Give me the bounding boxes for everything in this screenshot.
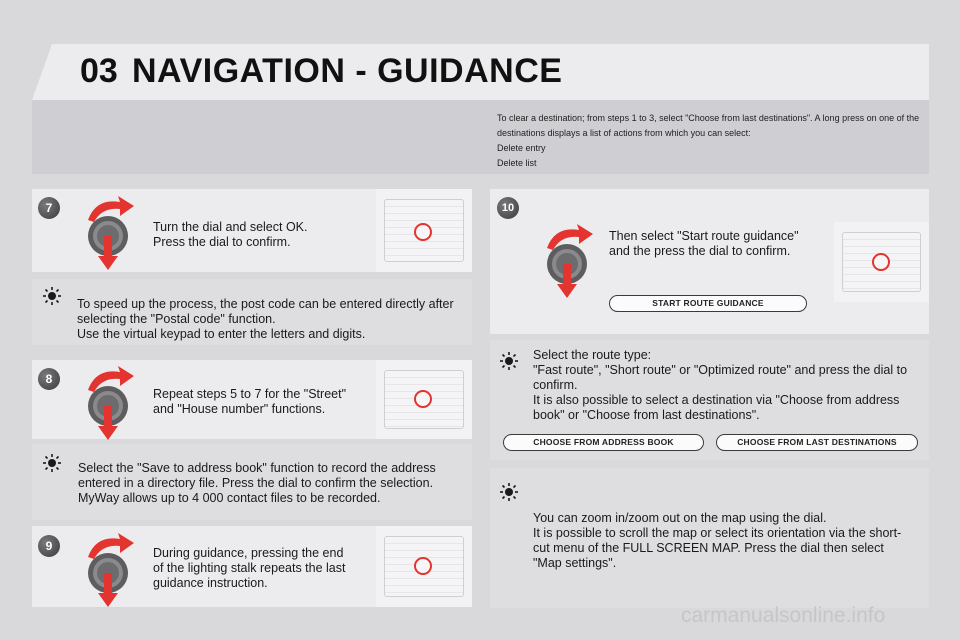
note-line: Delete list bbox=[497, 158, 537, 168]
tip-text bbox=[78, 461, 436, 506]
tip-text bbox=[77, 297, 454, 342]
control-panel-illustration bbox=[834, 222, 929, 302]
step-line: Repeat steps 5 to 7 for the "Street" bbox=[153, 387, 347, 401]
step-line: Turn the dial and select OK. bbox=[153, 220, 308, 234]
control-panel-illustration bbox=[376, 360, 472, 439]
step-text bbox=[153, 387, 346, 417]
step-number: 10 bbox=[497, 197, 519, 219]
step-line: During guidance, pressing the end bbox=[153, 546, 344, 560]
watermark: carmanualsonline.info bbox=[681, 604, 886, 627]
step-line: Press the dial to confirm. bbox=[153, 235, 291, 249]
lightbulb-icon bbox=[499, 482, 519, 502]
chapter-number: 03 bbox=[80, 52, 118, 90]
dial-icon bbox=[80, 364, 136, 440]
dial-icon bbox=[80, 531, 136, 607]
tip-line: confirm. bbox=[533, 378, 578, 392]
step-line: of the lighting stalk repeats the last bbox=[153, 561, 346, 575]
dial-highlight-icon bbox=[414, 223, 432, 241]
lightbulb-icon bbox=[42, 453, 62, 473]
control-panel-illustration bbox=[376, 189, 472, 272]
tip-line: To speed up the process, the post code can be entered directly after bbox=[77, 297, 454, 311]
control-panel-illustration bbox=[376, 526, 472, 607]
step-line: guidance instruction. bbox=[153, 576, 268, 590]
step-text bbox=[609, 229, 799, 259]
header-corner bbox=[32, 44, 52, 100]
clear-destination-note bbox=[497, 111, 922, 171]
tip-line: cut menu of the FULL SCREEN MAP. Press the dial then select bbox=[533, 541, 884, 555]
dial-highlight-icon bbox=[414, 557, 432, 575]
tip-line: "Map settings". bbox=[533, 556, 617, 570]
choose-from-last-destinations-button[interactable]: CHOOSE FROM LAST DESTINATIONS bbox=[716, 434, 918, 451]
step-number: 8 bbox=[38, 368, 60, 390]
tip-line: Use the virtual keypad to enter the letters and digits. bbox=[77, 327, 366, 341]
tip-text bbox=[533, 511, 901, 571]
choose-from-address-book-button[interactable]: CHOOSE FROM ADDRESS BOOK bbox=[503, 434, 704, 451]
page-title: NAVIGATION - GUIDANCE bbox=[132, 52, 563, 90]
lightbulb-icon bbox=[499, 351, 519, 371]
tip-line: Select the "Save to address book" function to record the address bbox=[78, 461, 436, 475]
header-bar bbox=[32, 44, 929, 100]
dial-highlight-icon bbox=[872, 253, 890, 271]
dial-highlight-icon bbox=[414, 390, 432, 408]
dial-icon bbox=[80, 194, 136, 270]
note-line: To clear a destination; from steps 1 to 3, select "Choose from last destinations". A long press on one of the destinations displays a list of actions from which you can select: bbox=[497, 113, 920, 138]
step-line: Then select "Start route guidance" bbox=[609, 229, 799, 243]
tip-line: book" or "Choose from last destinations". bbox=[533, 408, 760, 422]
tip-line: MyWay allows up to 4 000 contact files to be recorded. bbox=[78, 491, 381, 505]
step-text bbox=[153, 546, 345, 591]
note-line: Delete entry bbox=[497, 143, 546, 153]
tip-line: selecting the "Postal code" function. bbox=[77, 312, 276, 326]
dial-icon bbox=[539, 222, 595, 298]
tip-text bbox=[533, 348, 907, 423]
step-line: and the press the dial to confirm. bbox=[609, 244, 791, 258]
lightbulb-icon bbox=[42, 286, 62, 306]
start-route-guidance-button[interactable]: START ROUTE GUIDANCE bbox=[609, 295, 807, 312]
step-number: 9 bbox=[38, 535, 60, 557]
step-text bbox=[153, 220, 307, 250]
tip-line: entered in a directory file. Press the dial to confirm the selection. bbox=[78, 476, 434, 490]
step-line: and "House number" functions. bbox=[153, 402, 326, 416]
step-number: 7 bbox=[38, 197, 60, 219]
tip-line: It is possible to scroll the map or select its orientation via the short- bbox=[533, 526, 902, 540]
tip-line: It is also possible to select a destination via "Choose from address bbox=[533, 393, 900, 407]
tip-line: Select the route type: bbox=[533, 348, 652, 362]
tip-line: You can zoom in/zoom out on the map using the dial. bbox=[533, 511, 827, 525]
tip-line: "Fast route", "Short route" or "Optimized route" and press the dial to bbox=[533, 363, 908, 377]
